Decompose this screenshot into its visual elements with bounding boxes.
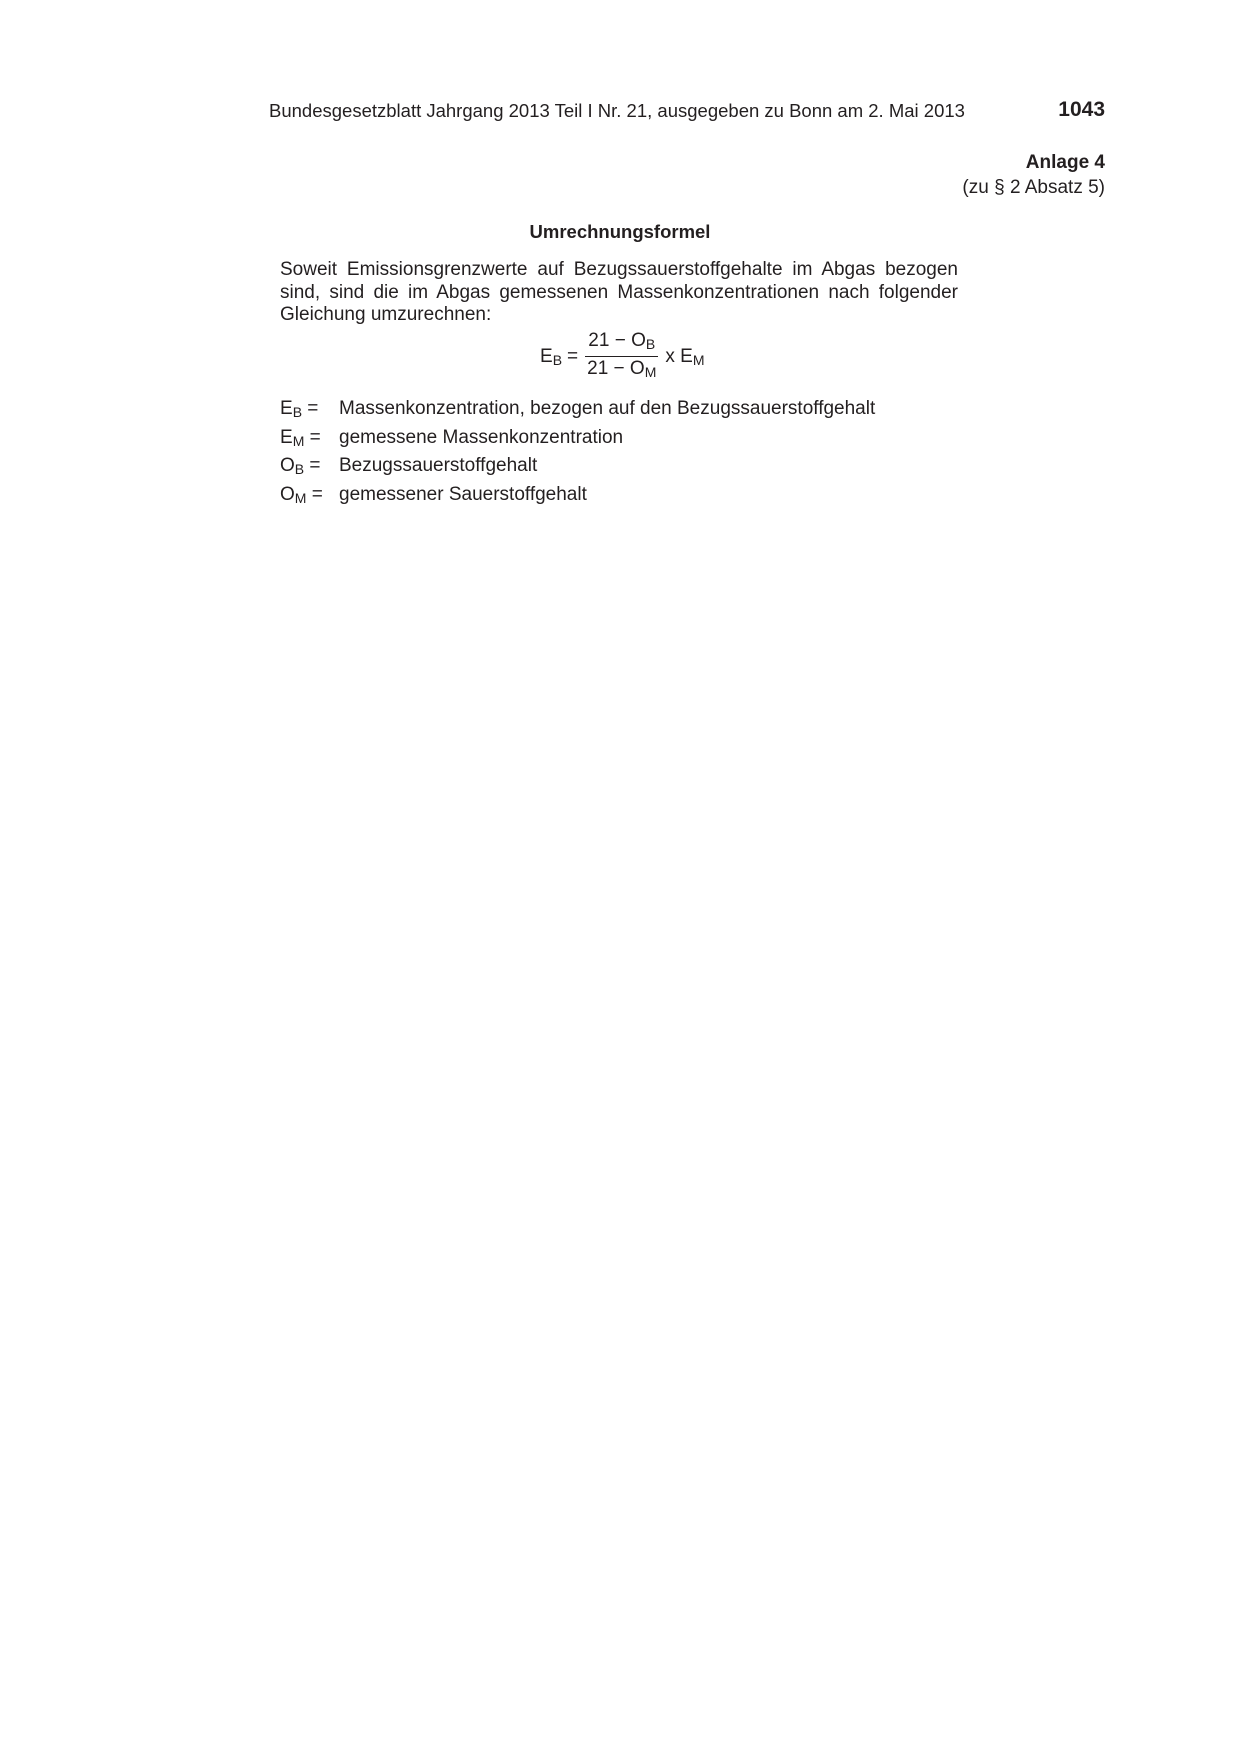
formula-multiplier: x $E_M$ xyxy=(665,345,705,368)
conversion-formula xyxy=(540,330,705,383)
legend-definition: gemessene Massenkonzentration xyxy=(339,426,624,448)
legend-definition: gemessener Sauerstoffgehalt xyxy=(339,484,587,506)
legend-row xyxy=(280,484,875,513)
legend-row xyxy=(280,398,875,427)
formula-equals: = xyxy=(567,345,579,367)
section-title: Umrechnungsformel xyxy=(529,221,711,242)
legend-symbol: $E_B$ = xyxy=(280,398,319,420)
formula-lhs: $E_B$ xyxy=(540,345,563,368)
body-paragraph: Soweit Emissionsgrenzwerte auf Bezugssauerstoffgehalte im Abgas bezogen sind, sind die im Abgas gemessenen Massenkonzentrationen nach folgender Gleichung umzurechnen: xyxy=(280,259,958,325)
legend-row xyxy=(280,455,875,484)
formula-fraction xyxy=(584,330,659,383)
legend-symbol: $O_M$ = xyxy=(280,484,323,507)
annex-reference: (zu § 2 Absatz 5) xyxy=(962,177,1105,198)
symbol-legend xyxy=(280,398,875,513)
legend-symbol: $O_B$ = xyxy=(280,455,321,478)
page-number: 1043 xyxy=(1058,98,1105,121)
formula-numerator: $21 - O_B$ xyxy=(585,330,658,357)
annex-title: Anlage 4 xyxy=(1025,152,1105,173)
legend-symbol: $E_M$ = xyxy=(280,426,321,449)
legend-definition: Massenkonzentration, bezogen auf den Bezugssauerstoffgehalt xyxy=(339,398,876,419)
legend-row xyxy=(280,427,875,456)
legend-definition: Bezugssauerstoffgehalt xyxy=(339,455,538,477)
annex-block xyxy=(962,150,1105,200)
running-header: Bundesgesetzblatt Jahrgang 2013 Teil I Nr. 21, ausgegeben zu Bonn am 2. Mai 2013 xyxy=(269,100,965,121)
formula-denominator: $21 - O_M$ xyxy=(587,358,657,380)
